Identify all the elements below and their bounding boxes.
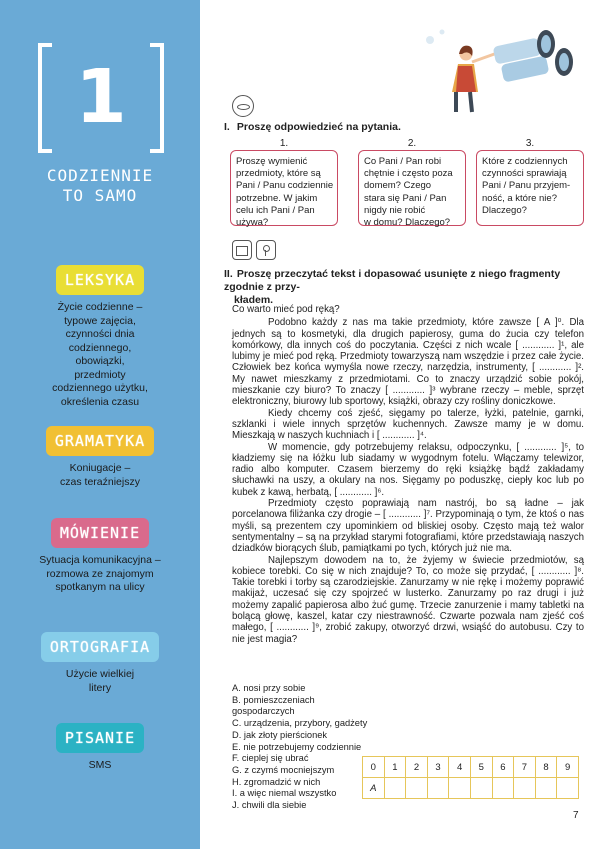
answer-option: H. zgromadzić w nich — [232, 776, 321, 787]
section-description — [0, 462, 200, 489]
desc-line: typowe zajęcia, — [64, 314, 136, 327]
answer-options-list — [232, 683, 372, 812]
answer-grid-answers-row — [363, 778, 579, 799]
desc-line: Sytuacja komunikacyjna – — [39, 554, 161, 566]
question-line: domem? Czego — [364, 180, 432, 192]
question-line: chętnie i często poza — [364, 168, 453, 180]
question-text — [482, 156, 580, 217]
woman-binoculars-illustration — [422, 14, 582, 114]
chapter-number: 1 — [75, 54, 127, 140]
question-box-3 — [476, 138, 584, 228]
grid-number-cell: 4 — [449, 757, 471, 778]
task-1-instruction — [224, 121, 401, 134]
answer-option: E. nie potrzebujemy codziennie — [232, 741, 362, 752]
speaking-mouth-icon — [232, 95, 254, 117]
section-ortografia — [0, 632, 200, 695]
answer-option: A. nosi przy sobie — [232, 683, 306, 693]
question-line: Pani / Panu przyjem- — [482, 180, 571, 192]
task-line — [224, 268, 584, 294]
grid-number-cell: 8 — [535, 757, 557, 778]
grid-answer-cell[interactable] — [427, 778, 449, 799]
desc-line: codziennego, — [68, 341, 132, 354]
section-tag: ORTOGRAFIA — [41, 632, 159, 662]
question-number: 2. — [407, 138, 417, 149]
section-description — [0, 668, 200, 695]
section-tag: MÓWIENIE — [51, 518, 149, 548]
grid-answer-cell[interactable] — [406, 778, 428, 799]
question-line: Pani / Panu codziennie — [236, 180, 334, 192]
question-line: używa? — [236, 217, 269, 229]
desc-line: litery — [88, 681, 112, 694]
question-line: ność, a które nie? — [482, 192, 557, 204]
desc-line: SMS — [88, 759, 112, 771]
grid-answer-cell[interactable] — [557, 778, 579, 799]
question-line: Proszę wymienić — [236, 156, 308, 167]
grid-answer-cell[interactable] — [492, 778, 514, 799]
reading-paragraph: Przedmioty często poprawiają nam nastrój, bo są ładne – jak porcelanowa filiżanka czy drogie – [ ............ ]⁷. Przypominają o tym, że ktoś o nas myśli, są prezentem czy upominkiem od bliskiej osoby. Często mają też walor sentymentalny – są na przykład starymi fotografiami, które przedstawiają naszych dziadków biorących ślub, pamiątkami po tych, których już nie ma. — [232, 498, 584, 555]
grid-number-cell: 6 — [492, 757, 514, 778]
question-number: 1. — [279, 138, 289, 149]
task-number: I. — [224, 121, 230, 133]
question-box-1 — [230, 138, 338, 228]
grid-answer-cell[interactable] — [384, 778, 406, 799]
question-line: przedmioty, które są — [236, 168, 321, 180]
desc-line: określenia czasu — [60, 395, 140, 408]
chapter-title — [0, 166, 200, 206]
reading-title: Co warto mieć pod ręką? — [232, 304, 340, 315]
question-line: nigdy nie robić — [364, 204, 426, 216]
question-line: potrzebne. W jakim — [236, 192, 318, 204]
desc-line: Użycie wielkiej — [65, 668, 135, 680]
section-gramatyka — [0, 426, 200, 489]
main-content — [200, 0, 600, 849]
answer-option: C. urządzenia, przybory, gadżety — [232, 718, 368, 729]
question-line: celu ich Pani / Pan — [236, 204, 315, 216]
question-line: Dlaczego? — [482, 204, 527, 216]
answer-option: J. chwili dla siebie — [232, 800, 307, 811]
section-description — [0, 759, 200, 773]
answer-grid — [362, 756, 579, 799]
grid-answer-cell: A — [363, 778, 385, 799]
section-description — [0, 554, 200, 595]
desc-line: Życie codzienne – — [57, 301, 143, 313]
question-box-2 — [358, 138, 466, 228]
desc-line: rozmowa ze znajomym — [46, 567, 154, 580]
reading-text — [232, 304, 584, 645]
chapter-number-box — [38, 43, 164, 153]
answer-option: F. cieplej się ubrać — [232, 753, 309, 764]
question-line: czynności sprawiają — [482, 168, 567, 180]
task-2-instruction — [224, 268, 584, 307]
reading-book-icon — [232, 240, 252, 260]
grid-number-cell: 2 — [406, 757, 428, 778]
answer-option: B. pomieszczeniach gospodarczych — [232, 694, 315, 717]
reading-paragraph: W momencie, gdy potrzebujemy relaksu, odpoczynku, [ ............ ]⁵, to kładziemy się na łóżku lub siadamy w wygodnym fotelu. Włączamy telewizor, radio albo komputer. Czasem bierzemy do ręki książkę bądź zakładamy słuchawki na uszy, a okulary na nos. Sięgamy po poduszkę, ciepły koc lub po kubek z kawą, herbatą, [ ............ ]⁶. — [232, 441, 584, 498]
task-text: Proszę przeczytać tekst i dopasować usunięte z niego fragmenty zgodnie z przy- — [224, 268, 561, 293]
question-line: Co Pani / Pan robi — [364, 156, 442, 167]
section-description — [0, 301, 200, 409]
sidebar — [0, 0, 200, 849]
grid-number-cell: 0 — [363, 757, 385, 778]
task-text: Proszę odpowiedzieć na pytania. — [236, 121, 401, 133]
answer-option: D. jak złoty pierścionek — [232, 729, 328, 740]
section-leksyka — [0, 265, 200, 409]
section-mowienie — [0, 518, 200, 595]
desc-line: codziennego użytku, — [52, 382, 148, 394]
reading-paragraph: Kiedy chcemy coś zjeść, sięgamy po talerze, łyżki, patelnie, garnki, szklanki i wiele innych sprzętów kuchennych. Zawsze mamy je w domu. Mieszkają w naszych kuchniach i [ ............ ]⁴. — [232, 407, 584, 442]
page-number: 7 — [573, 810, 579, 821]
desc-line: przedmioty — [74, 368, 126, 381]
task-line: kładem. — [234, 294, 274, 306]
reading-paragraph: Podobno każdy z nas ma takie przedmioty, które zawsze [ A ]⁰. Dla jednych są to kosmetyki, dla drugich papierosy, guma do żucia czy telefon komórkowy, dla innych coś do poczytania. Części z nich wcale [ ............ ]¹, ale lubimy je mieć pod ręką. Przedmioty towarzyszą nam wszędzie i przez całe życie. Człowiek bez końca wymyśla nowe rzeczy, narzędzia, instrumenty, [ ............ ]². My nawet mieszkamy z przedmiotami. Co to znaczy urządzić sobie pokój, mieszkanie czy biuro? To znaczy [ ............ ]³ wybrane rzeczy – meble, sprzęt elektroniczny, biurowy lub sportowy, książki, obrazy czy rośliny doniczkowe. — [232, 317, 584, 408]
grid-number-cell: 1 — [384, 757, 406, 778]
chapter-title-line: CODZIENNIE — [46, 166, 154, 185]
question-number: 3. — [525, 138, 535, 149]
answer-option: G. z czymś mocniejszym — [232, 764, 335, 775]
section-pisanie — [0, 723, 200, 773]
desc-line: Koniugacje – — [69, 462, 131, 474]
grid-answer-cell[interactable] — [470, 778, 492, 799]
question-line: w domu? Dlaczego? — [364, 217, 451, 229]
section-tag: PISANIE — [56, 723, 144, 753]
desc-line: czynności dnia — [65, 328, 135, 340]
grid-number-cell: 3 — [427, 757, 449, 778]
grid-answer-cell[interactable] — [535, 778, 557, 799]
desc-line: spotkanym na ulicy — [55, 581, 145, 593]
desc-line: czas teraźniejszy — [60, 475, 140, 488]
question-text — [364, 156, 462, 229]
section-tag: GRAMATYKA — [46, 426, 154, 456]
grid-number-cell: 5 — [470, 757, 492, 778]
reading-paragraph: Najlepszym dowodem na to, że żyjemy w świecie przedmiotów, są kobiece torebki. Co się w nich znajduje? To, co może się przydać, [ ............ ]⁸. Takie torebki i torby są czarodziejskie. Zanurzamy w nie rękę i możemy poprawić makijaż, uczesać się czy spojrzeć w lusterko. Zanurzamy po raz drugi i już możemy zapalić papierosa albo żuć gumę. Trzecie zanurzenie i mamy tabletki na bolącą głowę, kaszel, katar czy niestrawność. Czwarte pozwala nam zjeść coś małego, [ ............ ]⁹, zrobić zakupy, otworzyć drzwi, wsiąść do autobusu. Czy to nie jest magia? — [232, 554, 584, 645]
task-number: II. — [224, 268, 233, 280]
answer-option: I. a więc niemal wszystko — [232, 788, 337, 799]
grid-answer-cell[interactable] — [449, 778, 471, 799]
question-line: stara się Pani / Pan — [364, 192, 447, 204]
section-tag: LEKSYKA — [56, 265, 144, 295]
desc-line: obowiązki, — [75, 355, 125, 367]
chapter-title-line: TO SAMO — [62, 186, 138, 205]
grid-number-cell: 9 — [557, 757, 579, 778]
answer-grid-numbers-row — [363, 757, 579, 778]
grid-answer-cell[interactable] — [514, 778, 536, 799]
grid-number-cell: 7 — [514, 757, 536, 778]
question-text — [236, 156, 334, 229]
writing-pen-icon — [256, 240, 276, 260]
question-line: Które z codziennych — [482, 156, 568, 167]
